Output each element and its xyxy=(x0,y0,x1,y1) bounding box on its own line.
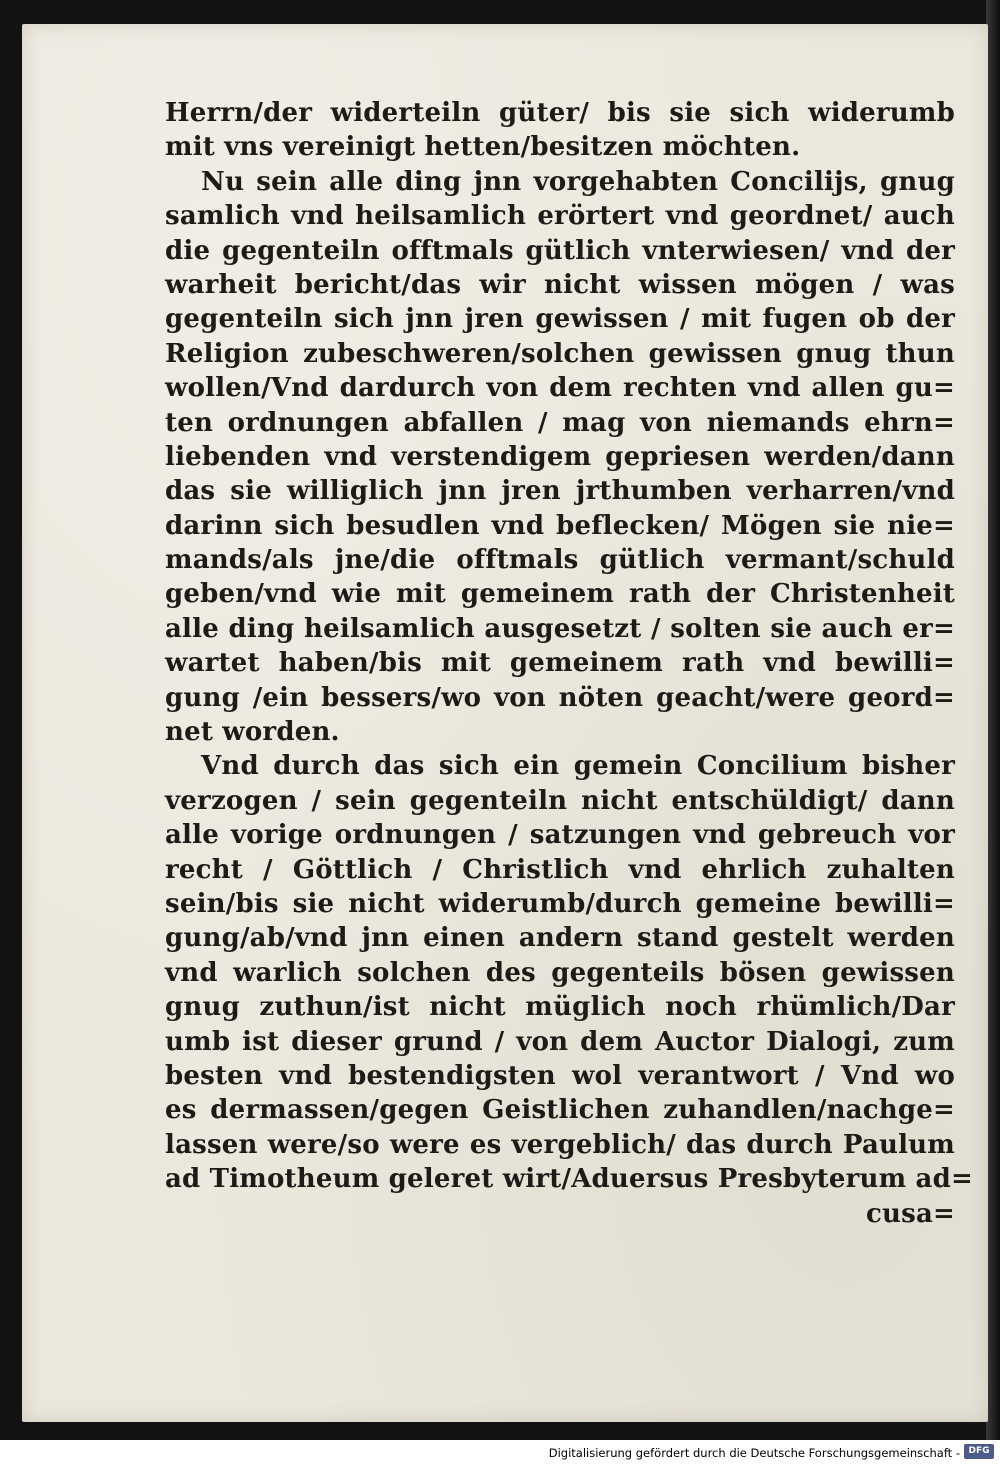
page-text-block xyxy=(165,96,973,1231)
text-line: vnd warlich solchen des gegenteils bösen gewissen xyxy=(165,957,955,988)
text-line: recht / Göttlich / Christlich vnd ehrlich zuhalten xyxy=(165,854,955,885)
dfg-logo-icon: DFG xyxy=(964,1444,994,1459)
text-line: alle ding heilsamlich ausgesetzt / solten sie auch er= xyxy=(165,613,955,644)
text-line: gegenteiln sich jnn jren gewissen / mit fugen ob der xyxy=(165,304,955,335)
text-line: gnug zuthun/ist nicht müglich noch rhümlich/Dar xyxy=(165,992,955,1023)
text-line: geben/vnd wie mit gemeinem rath der Christenheit xyxy=(165,579,955,610)
text-line: gung/ab/vnd jnn einen andern stand gestelt werden xyxy=(165,923,955,954)
text-line: Herrn/der widerteiln güter/ bis sie sich widerumb xyxy=(165,98,955,128)
footer-credit: Digitalisierung gefördert durch die Deutsche Forschungsgemeinschaft - xyxy=(548,1446,960,1460)
text-line: mands/als jne/die offtmals gütlich vermant/schuld xyxy=(165,545,955,576)
text-line: net worden. xyxy=(165,717,340,748)
text-line: das sie williglich jnn jren jrthumben verharren/vnd xyxy=(165,476,955,507)
text-line: liebenden vnd verstendigem gepriesen werden/dann xyxy=(165,441,955,472)
catchword: cusa= xyxy=(865,1198,955,1229)
text-line: umb ist dieser grund / von dem Auctor Dialogi, zum xyxy=(165,1026,955,1057)
text-line: samlich vnd heilsamlich erörtert vnd geordnet/ auch xyxy=(165,201,955,232)
text-line: mit vns vereinigt hetten/besitzen möchten. xyxy=(165,132,801,163)
text-line: darinn sich besudlen vnd beflecken/ Mögen sie nie= xyxy=(165,510,955,541)
text-line: ten ordnungen abfallen / mag von niemands ehrn= xyxy=(165,407,955,438)
text-line: Nu sein alle ding jnn vorgehabten Concilijs, gnug xyxy=(201,166,955,197)
text-line: gung /ein bessers/wo von nöten geacht/were geord= xyxy=(165,682,955,713)
text-line: verzogen / sein gegenteiln nicht entschüldigt/ dann xyxy=(165,785,955,816)
text-line: die gegenteiln offtmals gütlich vnterwiesen/ vnd der xyxy=(165,235,955,266)
text-line: wollen/Vnd dardurch von dem rechten vnd allen gu= xyxy=(165,373,955,404)
text-line: Religion zubeschweren/solchen gewissen gnug thun xyxy=(165,338,955,369)
text-line: alle vorige ordnungen / satzungen vnd gebreuch vor xyxy=(165,820,955,851)
text-line: es dermassen/gegen Geistlichen zuhandlen/nachge= xyxy=(165,1095,955,1126)
book-edge xyxy=(986,0,1000,1440)
text-line: besten vnd bestendigsten wol verantwort / Vnd wo xyxy=(165,1060,955,1091)
text-line: sein/bis sie nicht widerumb/durch gemeine bewilli= xyxy=(165,888,955,919)
text-line: warheit bericht/das wir nicht wissen mögen / was xyxy=(165,269,955,300)
text-line: ad Timotheum geleret wirt/Aduersus Presbyterum ad= xyxy=(165,1164,973,1195)
footer-bar xyxy=(0,1440,1000,1465)
text-line: wartet haben/bis mit gemeinem rath vnd bewilli= xyxy=(165,648,955,679)
text-line: lassen were/so were es vergeblich/ das durch Paulum xyxy=(165,1129,955,1160)
text-line: Vnd durch das sich ein gemein Concilium bisher xyxy=(201,751,955,782)
